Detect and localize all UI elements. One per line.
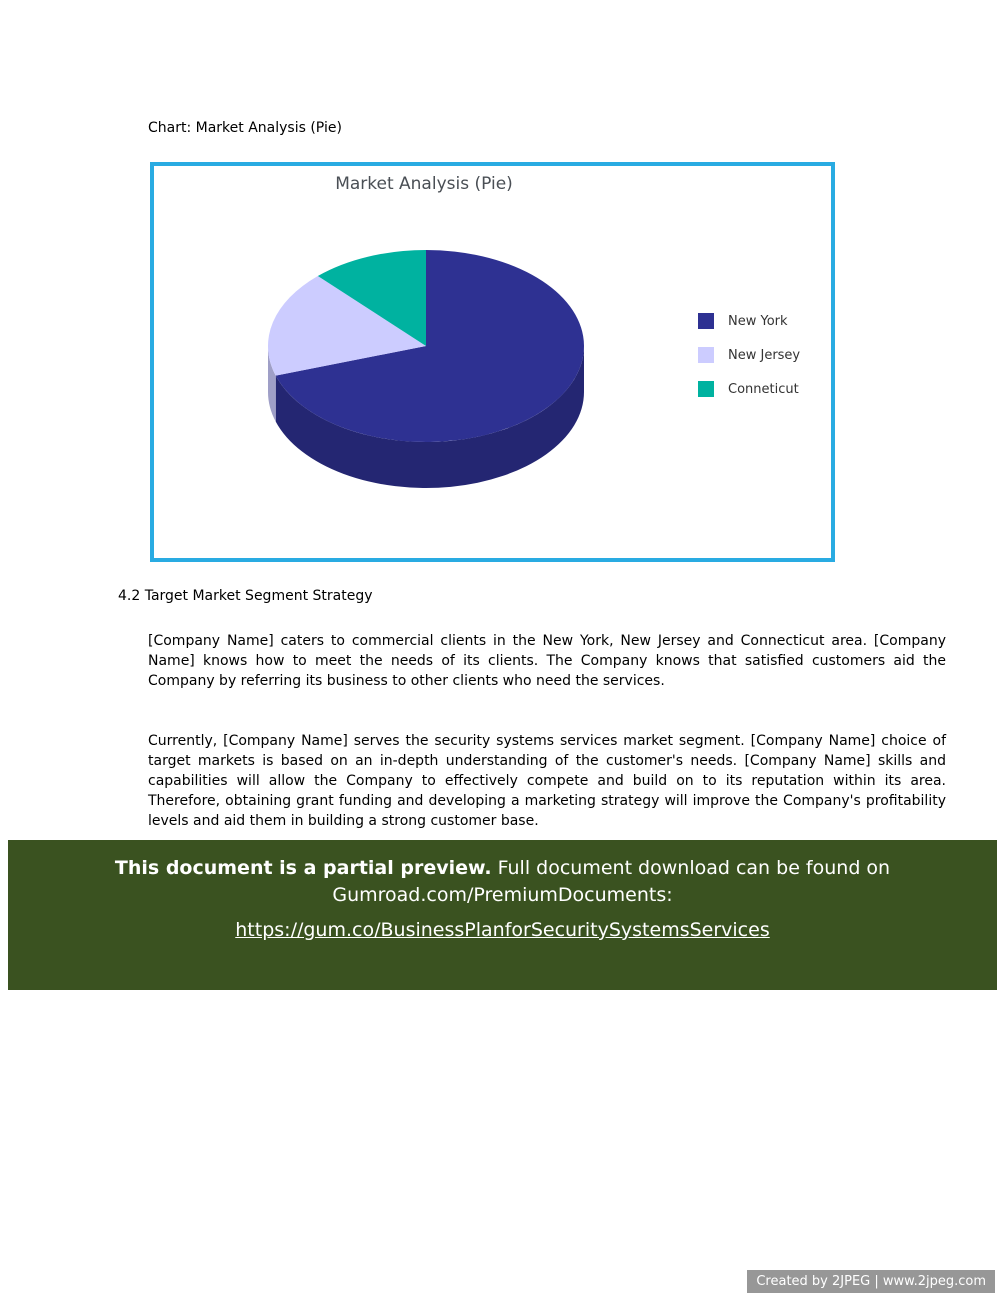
preview-banner [8, 840, 997, 990]
legend-swatch [698, 313, 714, 329]
watermark: Created by 2JPEG | www.2jpeg.com [747, 1270, 995, 1293]
legend-item [698, 312, 800, 330]
chart-title: Market Analysis (Pie) [335, 174, 513, 194]
legend-label: New Jersey [728, 347, 801, 363]
gumroad-link[interactable]: https://gum.co/BusinessPlanforSecuritySystemsServices [235, 919, 770, 941]
legend-swatch [698, 381, 714, 397]
body-paragraph: Currently, [Company Name] serves the security systems services market segment. [Company Name] choice of target markets is based on an in-depth understanding of the customer's needs. [Company Name] skills and capabilities will allow the Company to effectively compete and build on to its reputation within its area. Therefore, obtaining grant funding and developing a marketing strategy will improve the Company's profitability levels and aid them in building a strong customer base. [148, 733, 946, 829]
chart-panel [150, 162, 835, 562]
section-heading: 4.2 Target Market Segment Strategy [118, 588, 373, 604]
legend-label: Conneticut [728, 381, 799, 397]
banner-text [8, 855, 997, 909]
legend-item [698, 346, 800, 364]
chart-caption: Chart: Market Analysis (Pie) [148, 120, 342, 136]
banner-line2-text: Gumroad.com/PremiumDocuments: [332, 884, 673, 906]
legend-swatch [698, 347, 714, 363]
body-paragraph: [Company Name] caters to commercial clients in the New York, New Jersey and Connecticut area. [Company Name] knows how to meet the needs of its clients. The Company knows that satisfied customers aid the Company by referring its business to other clients who need the services. [148, 633, 946, 689]
chart-legend [698, 312, 800, 414]
banner-bold-text: This document is a partial preview. [114, 857, 492, 879]
banner-link-row [8, 919, 997, 941]
legend-label: New York [728, 313, 788, 329]
legend-item [698, 380, 800, 398]
banner-regular-text: Full document download can be found on [497, 857, 891, 879]
